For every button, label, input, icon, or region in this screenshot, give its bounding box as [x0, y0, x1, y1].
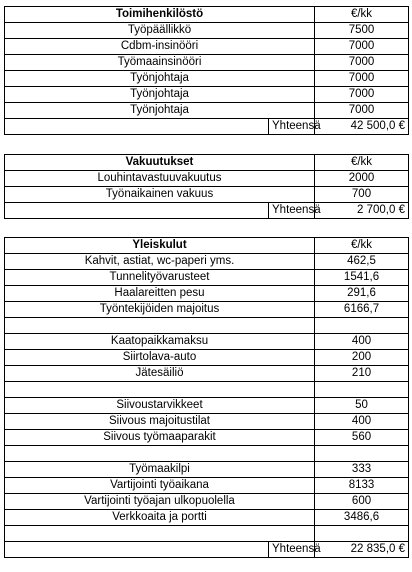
item-name: Kaatopaikkamaksu — [5, 334, 315, 350]
item-value: 1541,6 — [315, 270, 409, 286]
empty-row — [5, 446, 409, 462]
item-value: 7500 — [315, 23, 409, 39]
item-name: Verkkoaita ja portti — [5, 510, 315, 526]
section-header-row — [5, 7, 409, 23]
total-value: 2 700,0 € — [315, 203, 409, 219]
table-row — [5, 39, 409, 55]
item-name: Haalareitten pesu — [5, 286, 315, 302]
table-row — [5, 350, 409, 366]
table-row — [5, 286, 409, 302]
item-value: 7000 — [315, 87, 409, 103]
item-value: 7000 — [315, 39, 409, 55]
table-row — [5, 414, 409, 430]
item-name — [5, 446, 315, 462]
table-vakuutukset — [4, 154, 409, 219]
table-row — [5, 462, 409, 478]
total-label: Yhteensä — [269, 542, 315, 558]
table-row — [5, 302, 409, 318]
item-value: 291,6 — [315, 286, 409, 302]
empty-row — [5, 318, 409, 334]
item-name: Työnjohtaja — [5, 87, 315, 103]
total-value: 22 835,0 € — [315, 542, 409, 558]
item-value: 7000 — [315, 103, 409, 119]
table-row — [5, 478, 409, 494]
unit-header: €/kk — [315, 155, 409, 171]
table-row — [5, 171, 409, 187]
item-name: Siivoustarvikkeet — [5, 398, 315, 414]
section-header-row — [5, 155, 409, 171]
item-value: 50 — [315, 398, 409, 414]
item-name: Työmaakilpi — [5, 462, 315, 478]
table-row — [5, 103, 409, 119]
section-header-row — [5, 238, 409, 254]
item-name: Tunnelityövarusteet — [5, 270, 315, 286]
table-row — [5, 510, 409, 526]
table-row — [5, 494, 409, 510]
item-value: 210 — [315, 366, 409, 382]
table-row — [5, 55, 409, 71]
item-name: Työpäällikkö — [5, 23, 315, 39]
section-title: Yleiskulut — [5, 238, 315, 254]
item-value: 400 — [315, 414, 409, 430]
item-value — [315, 446, 409, 462]
item-name: Siirtolava-auto — [5, 350, 315, 366]
item-name: Siivous työmaaparakit — [5, 430, 315, 446]
item-value: 600 — [315, 494, 409, 510]
section-title: Vakuutukset — [5, 155, 315, 171]
item-value: 700 — [315, 187, 409, 203]
table-row — [5, 270, 409, 286]
table-row — [5, 187, 409, 203]
item-name: Työnjohtaja — [5, 103, 315, 119]
table-row — [5, 398, 409, 414]
item-name — [5, 382, 315, 398]
table-row — [5, 366, 409, 382]
table-toimihenkilosto — [4, 6, 409, 135]
unit-header: €/kk — [315, 7, 409, 23]
table-row — [5, 254, 409, 270]
table-row — [5, 71, 409, 87]
item-value: 400 — [315, 334, 409, 350]
item-value — [315, 318, 409, 334]
item-name: Cdbm-insinööri — [5, 39, 315, 55]
item-name: Vartijointi työajan ulkopuolella — [5, 494, 315, 510]
empty-row — [5, 526, 409, 542]
item-value: 8133 — [315, 478, 409, 494]
item-value: 7000 — [315, 55, 409, 71]
item-name — [5, 526, 315, 542]
item-value — [315, 382, 409, 398]
total-value: 42 500,0 € — [315, 119, 409, 135]
item-name: Työnaikainen vakuus — [5, 187, 315, 203]
item-name: Siivous majoitustilat — [5, 414, 315, 430]
item-name — [5, 318, 315, 334]
total-row — [5, 542, 409, 558]
item-value: 6166,7 — [315, 302, 409, 318]
item-name: Kahvit, astiat, wc-paperi yms. — [5, 254, 315, 270]
item-name: Työntekijöiden majoitus — [5, 302, 315, 318]
total-label: Yhteensä — [269, 203, 315, 219]
item-value: 2000 — [315, 171, 409, 187]
table-row — [5, 23, 409, 39]
total-row — [5, 203, 409, 219]
item-value — [315, 526, 409, 542]
item-name: Jätesäiliö — [5, 366, 315, 382]
section-title: Toimihenkilöstö — [5, 7, 315, 23]
item-value: 3486,6 — [315, 510, 409, 526]
item-value: 7000 — [315, 71, 409, 87]
item-name: Työnjohtaja — [5, 71, 315, 87]
item-value: 560 — [315, 430, 409, 446]
item-name: Louhintavastuuvakuutus — [5, 171, 315, 187]
item-name: Vartijointi työaikana — [5, 478, 315, 494]
table-yleiskulut — [4, 237, 409, 558]
total-row — [5, 119, 409, 135]
table-row — [5, 334, 409, 350]
item-value: 200 — [315, 350, 409, 366]
table-row — [5, 87, 409, 103]
total-label: Yhteensä — [269, 119, 315, 135]
table-row — [5, 430, 409, 446]
item-name: Työmaainsinööri — [5, 55, 315, 71]
item-value: 333 — [315, 462, 409, 478]
empty-row — [5, 382, 409, 398]
unit-header: €/kk — [315, 238, 409, 254]
item-value: 462,5 — [315, 254, 409, 270]
